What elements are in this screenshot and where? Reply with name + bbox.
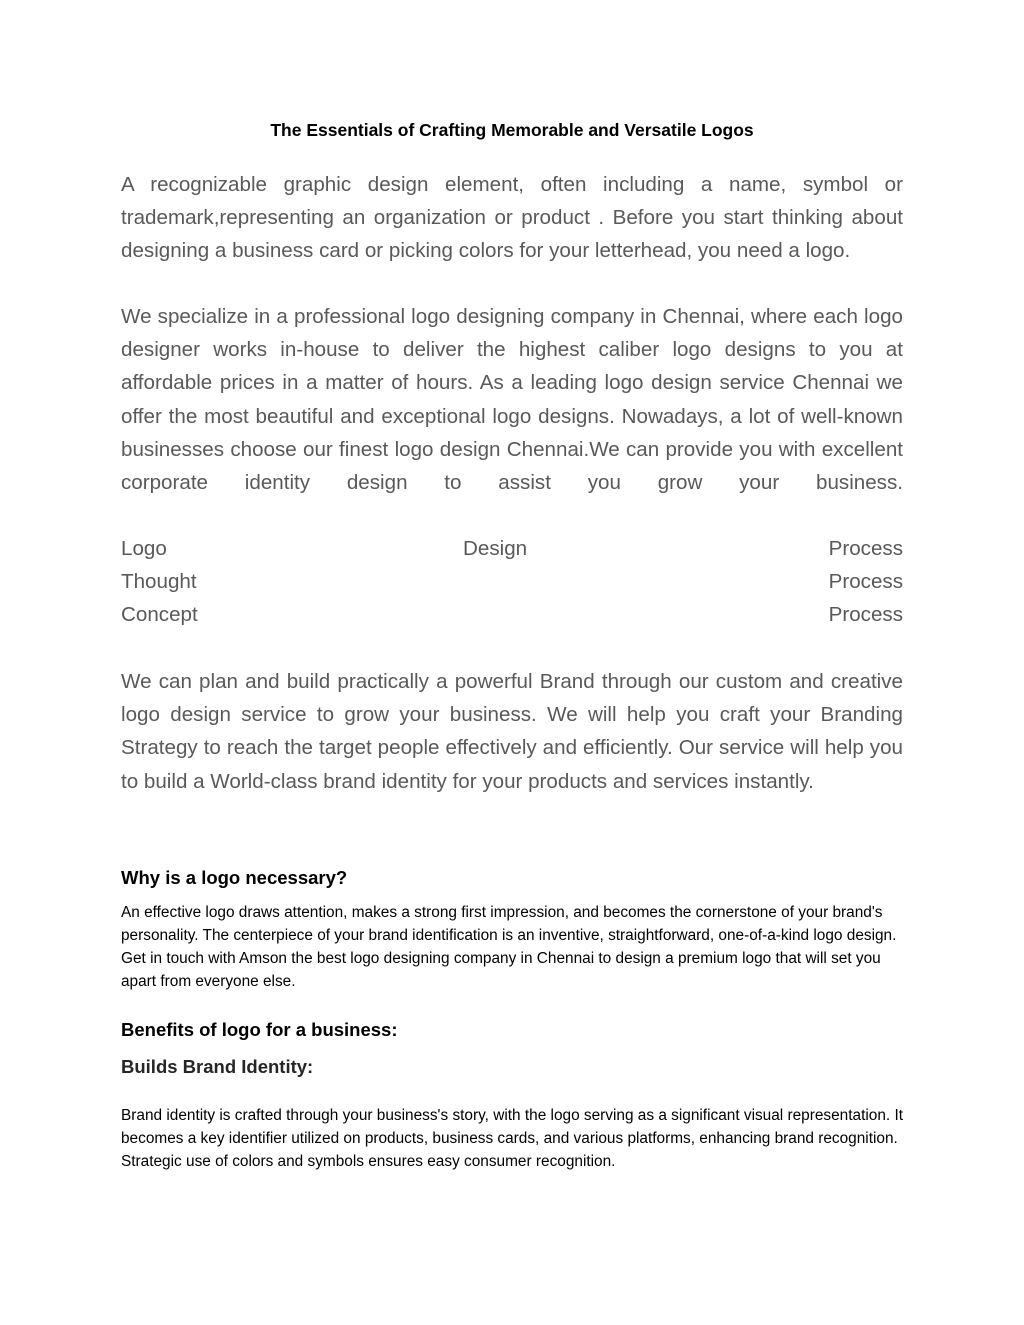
brand-paragraph: We can plan and build practically a powerful Brand through our custom and creative logo design service to grow your business. We will help you craft your Branding Strategy to reach the target people effectively and efficiently. Our service will help you to build a World-class brand identity for your products and services instantly.	[121, 670, 903, 793]
process-row	[121, 565, 903, 598]
process-row-right: Process	[828, 537, 903, 560]
benefits-heading: Benefits of logo for a business:	[121, 1019, 398, 1040]
why-logo-heading: Why is a logo necessary?	[121, 867, 348, 888]
process-row-middle: Design	[463, 537, 528, 560]
process-row-left: Logo	[121, 537, 167, 560]
document-title: The Essentials of Crafting Memorable and Versatile Logos	[270, 120, 754, 140]
process-row	[121, 598, 903, 631]
process-list	[121, 532, 903, 632]
intro-paragraph: A recognizable graphic design element, often including a name, symbol or trademark,representing an organization or product . Before you start thinking about designing a business card or picking colors for your letterhead, you need a logo.	[121, 173, 903, 263]
process-row-right: Process	[828, 603, 903, 627]
why-logo-paragraph: An effective logo draws attention, makes a strong first impression, and becomes the cornerstone of your brand's personality. The centerpiece of your brand identification is an inventive, straightforward, one-of-a-kind logo design. Get in touch with Amson the best logo designing company in Chennai to design a premium logo that will set you apart from everyone else.	[121, 904, 897, 991]
builds-brand-identity-heading: Builds Brand Identity:	[121, 1056, 314, 1077]
process-row-right: Process	[828, 570, 903, 594]
specialize-paragraph: We specialize in a professional logo designing company in Chennai, where each logo designer works in-house to deliver the highest caliber logo designs to you at affordable prices in a matter of hours. As a leading logo design service Chennai we offer the most beautiful and exceptional logo designs. Nowadays, a lot of well-known businesses choose our finest logo design Chennai.We can provide you with excellent corporate identity design to assist you grow your business.	[121, 305, 903, 495]
process-row-left: Concept	[121, 603, 198, 627]
process-row-left: Thought	[121, 570, 197, 594]
process-row	[121, 532, 903, 565]
builds-brand-identity-paragraph: Brand identity is crafted through your business's story, with the logo serving as a significant visual representation. It becomes a key identifier utilized on products, business cards, and various platforms, enhancing brand recognition. Strategic use of colors and symbols ensures easy consumer recognition.	[121, 1107, 903, 1171]
